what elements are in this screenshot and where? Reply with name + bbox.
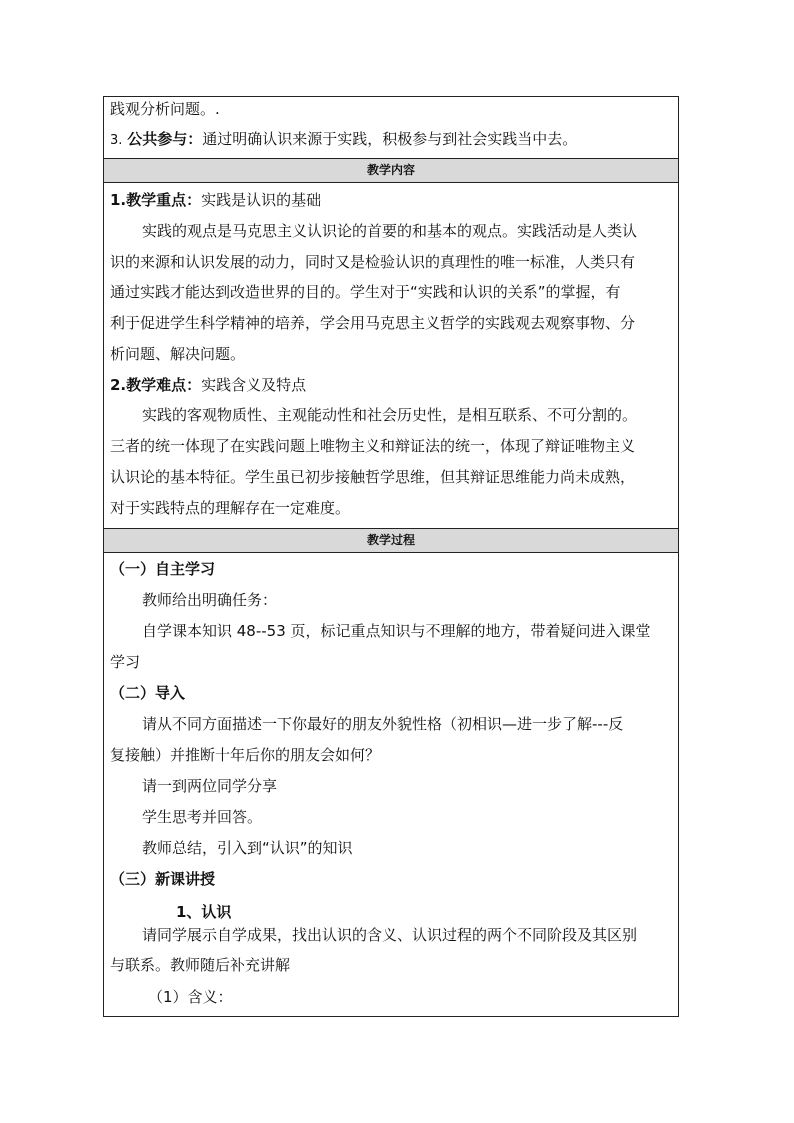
paragraph-line: 请从不同方面描述一下你最好的朋友外貌性格（初相识—进一步了解---反: [142, 715, 624, 733]
key-point-value: 实践是认识的基础: [201, 191, 322, 209]
part-title: （二）导入: [110, 684, 186, 702]
section-header-process: [104, 528, 678, 553]
paragraph-line: 教师总结，引入到“认识”的知识: [142, 839, 353, 857]
paragraph-line: 请同学展示自学成果，找出认识的含义、认识过程的两个不同阶段及其区别: [142, 926, 638, 944]
difficult-point-heading: [110, 375, 306, 395]
paragraph-line: 析问题、解决问题。: [110, 345, 246, 363]
item-text: 通过明确认识来源于实践，积极参与到社会实践当中去。: [202, 130, 578, 148]
paragraph-line: 学习: [110, 653, 141, 671]
lesson-plan-table: [103, 96, 679, 1017]
part-heading: [110, 869, 215, 889]
part-title: （一）自主学习: [110, 560, 216, 578]
paragraph-line: 实践的观点是马克思主义认识论的首要的和基本的观点。实践活动是人类认: [142, 222, 638, 240]
section-title: 教学内容: [366, 163, 415, 177]
subsection-heading: [176, 902, 231, 922]
part-heading: [110, 683, 185, 703]
paragraph-line: 学生思考并回答。: [142, 808, 263, 826]
paragraph-line: 对于实践特点的理解存在一定难度。: [110, 499, 351, 517]
paragraph-line: 请一到两位同学分享: [142, 777, 278, 795]
part-title: （三）新课讲授: [110, 870, 216, 888]
difficult-point-value: 实践含义及特点: [201, 376, 307, 394]
difficult-point-label: 2.教学难点：: [110, 376, 202, 394]
paragraph-line: 与联系。教师随后补充讲解: [110, 956, 291, 974]
section-title: 教学过程: [366, 533, 415, 547]
key-point-label: 1.教学重点：: [110, 191, 202, 209]
part-heading: [110, 559, 215, 579]
paragraph-line: 利于促进学生科学精神的培养，学会用马克思主义哲学的实践观去观察事物、分: [110, 314, 636, 332]
paragraph-line: 识的来源和认识发展的动力，同时又是检验认识的真理性的唯一标准，人类只有: [110, 253, 636, 271]
paragraph-line: 教师给出明确任务：: [142, 591, 278, 609]
paragraph-line: 实践的客观物质性、主观能动性和社会历史性，是相互联系、不可分割的。: [142, 406, 638, 424]
key-point-heading: [110, 190, 321, 210]
item-label: 公共参与：: [127, 130, 203, 148]
item-number: 3.: [110, 133, 123, 148]
paragraph-line: 复接触）并推断十年后你的朋友会如何？: [110, 746, 381, 764]
paragraph-line: 认识论的基本特征。学生虽已初步接触哲学思维，但其辩证思维能力尚未成熟，: [110, 468, 636, 486]
objectives-line: 践观分析问题。.: [110, 100, 220, 118]
section-header-content: [104, 158, 678, 183]
list-item: （1）含义：: [148, 988, 233, 1006]
paragraph-line: 通过实践才能达到改造世界的目的。学生对于“实践和认识的关系”的掌握，有: [110, 283, 621, 301]
subsection-title: 1、认识: [176, 903, 232, 921]
paragraph-line: 自学课本知识 48--53 页，标记重点知识与不理解的地方，带着疑问进入课堂: [142, 622, 651, 640]
objective-item-3: [110, 129, 577, 151]
paragraph-line: 三者的统一体现了在实践问题上唯物主义和辩证法的统一，体现了辩证唯物主义: [110, 437, 636, 455]
